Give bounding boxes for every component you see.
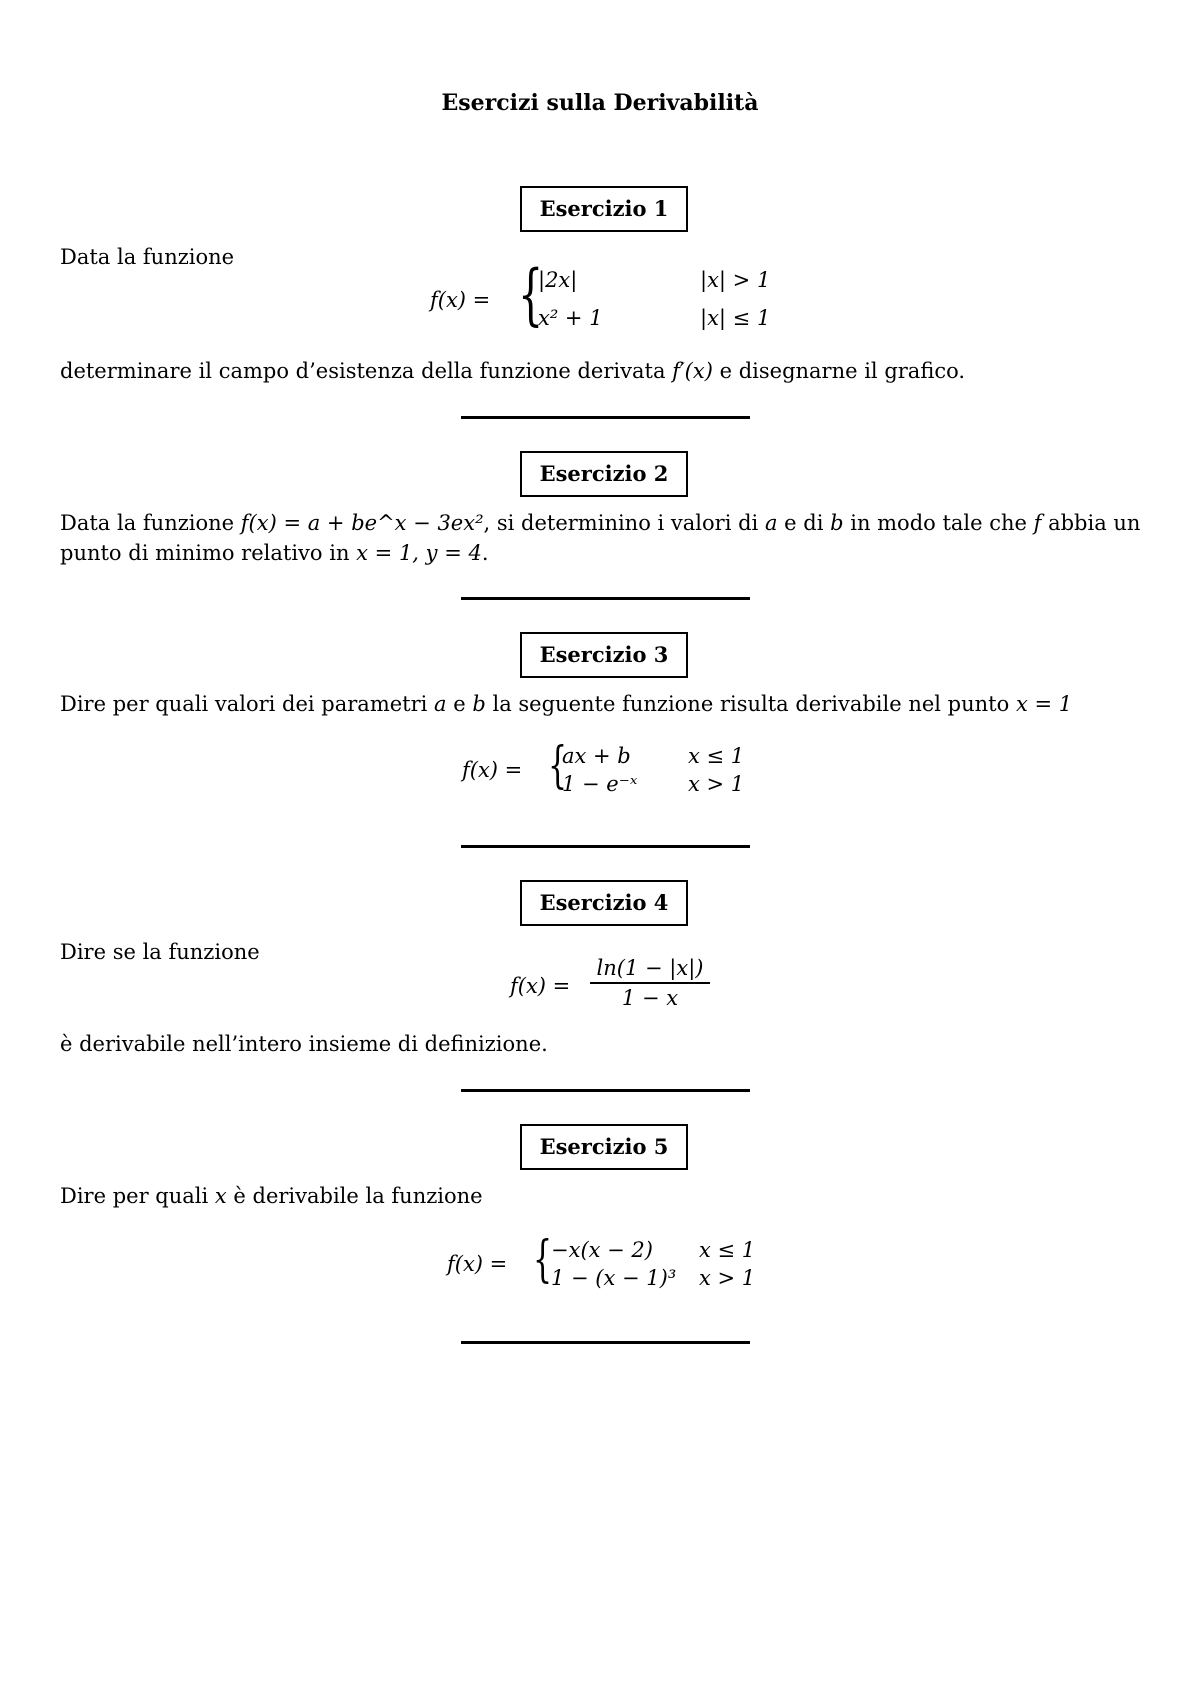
exercise-1-formula [430,256,790,346]
separator-rule [461,1341,750,1344]
exercise-2-line-2: punto di minimo relativo in x = 1, y = 4. [60,541,489,565]
case-2-condition: x > 1 [688,772,745,796]
page-title: Esercizi sulla Derivabilità [441,90,759,116]
separator-rule [461,1089,750,1092]
exercise-5-heading: Esercizio 5 [520,1124,688,1170]
separator-rule [461,416,750,419]
formula-lhs: f(x) = [447,1252,508,1276]
exercise-1-heading: Esercizio 1 [520,186,688,232]
exercise-2-heading: Esercizio 2 [520,451,688,497]
formula-lhs: f(x) = [510,974,571,998]
exercise-4-intro: Dire se la funzione [60,940,260,964]
fraction-denominator: 1 − x [621,986,679,1010]
exercise-1-intro: Data la funzione [60,245,235,269]
exercise-5-intro: Dire per quali x è derivabile la funzione [60,1184,483,1208]
case-1-condition: x ≤ 1 [699,1238,756,1262]
fraction-numerator: ln(1 − |x|) [596,956,704,980]
formula-lhs: f(x) = [462,758,523,782]
case-1-condition: x ≤ 1 [688,744,745,768]
case-1-condition: |x| > 1 [700,268,771,292]
left-brace: { [533,1230,553,1288]
formula-lhs: f(x) = [430,288,491,312]
case-2-expression: x² + 1 [538,306,603,330]
case-2-condition: x > 1 [699,1266,756,1290]
separator-rule [461,597,750,600]
exercise-4-outro: è derivabile nell’intero insieme di definizione. [60,1032,548,1056]
left-brace: { [548,736,568,794]
case-2-expression: 1 − e⁻ˣ [562,772,638,796]
left-brace: { [518,256,544,333]
exercise-3-formula [462,736,762,802]
exercise-5-formula [447,1230,767,1296]
fraction [590,956,710,1010]
exercise-3-heading: Esercizio 3 [520,632,688,678]
exercise-3-intro: Dire per quali valori dei parametri a e b la seguente funzione risulta derivabile nel punto x = 1 [60,692,1073,716]
case-1-expression: −x(x − 2) [551,1238,653,1262]
separator-rule [461,845,750,848]
exercise-1-outro: determinare il campo d’esistenza della funzione derivata f′(x) e disegnarne il grafico. [60,359,966,383]
case-1-expression: ax + b [562,744,631,768]
exercise-4-heading: Esercizio 4 [520,880,688,926]
case-1-expression: |2x| [538,268,578,292]
exercise-2-line-1: Data la funzione f(x) = a + be^x − 3ex², si determinino i valori di a e di b in modo tale che f abbia un [60,511,1141,535]
case-2-condition: |x| ≤ 1 [700,306,771,330]
fraction-bar [590,982,710,984]
exercise-4-formula [510,956,750,1018]
case-2-expression: 1 − (x − 1)³ [551,1266,677,1290]
